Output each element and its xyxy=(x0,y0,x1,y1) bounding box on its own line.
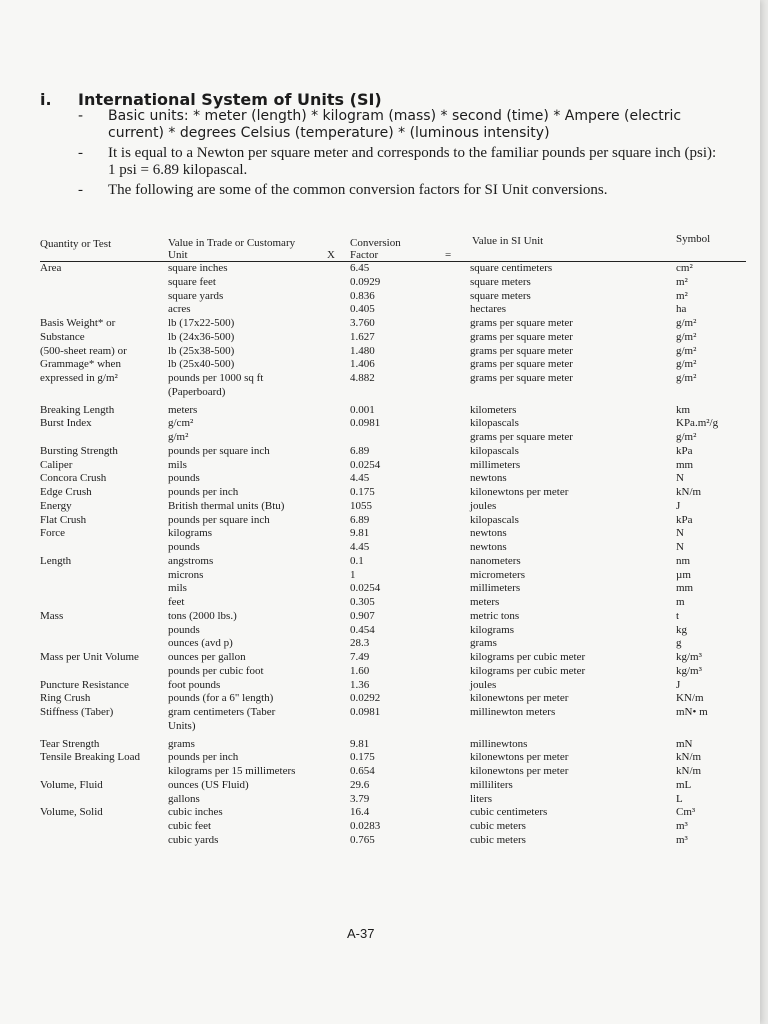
cell-trade-value: mils xyxy=(168,582,187,595)
cell-quantity: Energy xyxy=(40,499,72,512)
cell-symbol: kPa xyxy=(676,444,693,457)
cell-factor: 0.0292 xyxy=(350,692,381,705)
section-title: International System of Units (SI) xyxy=(78,90,382,109)
cell-quantity: Basis Weight* or xyxy=(40,317,116,329)
table-row xyxy=(40,720,756,734)
cell-quantity: Tear Strength xyxy=(40,737,100,750)
cell-quantity: Volume, Fluid xyxy=(40,778,103,791)
table-row xyxy=(40,386,756,400)
cell-trade-value: pounds per cubic foot xyxy=(168,664,264,677)
cell-si-value: meters xyxy=(470,596,500,608)
cell-factor: 9.81 xyxy=(350,737,370,750)
cell-factor: 0.0929 xyxy=(350,275,381,288)
table-row xyxy=(40,459,756,473)
cell-si-value: kilopascals xyxy=(470,513,519,526)
cell-symbol: g/m² xyxy=(676,317,697,329)
header-times: X xyxy=(327,249,335,261)
cell-factor: 6.89 xyxy=(350,513,370,526)
cell-si-value: joules xyxy=(470,678,497,691)
header-factor-line1: Conversion xyxy=(350,237,401,249)
cell-quantity: Volume, Solid xyxy=(40,806,103,819)
cell-si-value: cubic centimeters xyxy=(470,806,548,819)
cell-trade-value: angstroms xyxy=(168,554,214,567)
cell-symbol: mm xyxy=(676,458,694,471)
cell-factor: 1055 xyxy=(350,499,372,512)
cell-symbol: J xyxy=(676,499,681,512)
cell-quantity: Concora Crush xyxy=(40,472,107,485)
cell-si-value: cubic meters xyxy=(470,833,526,846)
cell-factor: 0.0254 xyxy=(350,582,381,595)
cell-si-value: kilograms per cubic meter xyxy=(470,651,586,663)
bullet-marker: - xyxy=(78,182,83,198)
bullet-marker: - xyxy=(78,145,83,161)
cell-symbol: kN/m xyxy=(676,751,702,764)
section-number: i. xyxy=(40,90,52,109)
cell-si-value: grams per square meter xyxy=(470,372,573,384)
cell-symbol: KN/m xyxy=(676,692,704,705)
cell-si-value: newtons xyxy=(470,541,507,553)
cell-quantity: Mass xyxy=(40,609,64,622)
cell-quantity: Bursting Strength xyxy=(40,444,118,457)
cell-symbol: km xyxy=(676,403,691,416)
cell-factor: 1.60 xyxy=(350,664,370,677)
cell-si-value: grams per square meter xyxy=(470,330,573,343)
cell-si-value: kilonewtons per meter xyxy=(470,486,569,498)
bullet-item xyxy=(78,145,718,179)
header-value-si: Value in SI Unit xyxy=(472,235,544,247)
cell-symbol: J xyxy=(676,678,681,691)
cell-trade-value: foot pounds xyxy=(168,678,221,691)
cell-quantity: Length xyxy=(40,554,72,567)
cell-trade-value: kilograms xyxy=(168,527,212,540)
cell-si-value: kilograms xyxy=(470,623,514,636)
cell-trade-value: tons (2000 lbs.) xyxy=(168,609,237,622)
table-row xyxy=(40,445,756,459)
cell-trade-value: lb (25x40-500) xyxy=(168,358,235,371)
table-row xyxy=(40,276,756,290)
cell-symbol: KPa.m²/g xyxy=(676,417,719,430)
cell-trade-value: pounds (for a 6" length) xyxy=(168,692,274,705)
cell-factor: 4.45 xyxy=(350,541,370,553)
cell-factor: 1 xyxy=(350,568,356,581)
bullet-marker: - xyxy=(78,108,84,124)
cell-trade-value: gram centimeters (Taber xyxy=(168,706,276,718)
table-row xyxy=(40,738,756,752)
cell-si-value: millimeters xyxy=(470,582,521,595)
cell-factor: 0.1 xyxy=(350,554,364,567)
cell-symbol: mL xyxy=(676,778,692,791)
table-row xyxy=(40,358,756,372)
cell-factor: 0.907 xyxy=(350,609,375,622)
table-row xyxy=(40,345,756,359)
cell-trade-value: g/cm² xyxy=(168,417,194,430)
cell-factor: 0.654 xyxy=(350,765,375,777)
cell-trade-value: square yards xyxy=(168,289,224,302)
cell-trade-value: ounces (avd p) xyxy=(168,637,233,650)
bullet-text: It is equal to a Newton per square meter and corresponds to the familiar pounds per square inch (psi): 1 psi = 6.89 kilopascal. xyxy=(108,145,717,178)
table-row xyxy=(40,417,756,431)
cell-factor: 0.454 xyxy=(350,623,375,636)
cell-quantity: Puncture Resistance xyxy=(40,678,129,691)
cell-quantity: Area xyxy=(40,262,62,274)
table-row xyxy=(40,820,756,834)
cell-trade-value: kilograms per 15 millimeters xyxy=(168,765,296,777)
cell-si-value: grams per square meter xyxy=(470,431,573,443)
cell-factor: 1.36 xyxy=(350,678,370,691)
cell-trade-value: cubic inches xyxy=(168,806,223,819)
cell-factor: 6.89 xyxy=(350,444,370,457)
cell-trade-value: square feet xyxy=(168,275,216,288)
cell-factor: 1.406 xyxy=(350,358,375,371)
cell-si-value: kilopascals xyxy=(470,444,519,457)
table-row xyxy=(40,624,756,638)
cell-factor: 1.480 xyxy=(350,344,375,357)
cell-si-value: joules xyxy=(470,499,497,512)
cell-factor: 0.0981 xyxy=(350,417,381,430)
table-row xyxy=(40,303,756,317)
table-row xyxy=(40,651,756,665)
table-row xyxy=(40,290,756,304)
cell-factor: 1.627 xyxy=(350,330,375,343)
cell-trade-value: lb (17x22-500) xyxy=(168,317,235,329)
header-quantity: Quantity or Test xyxy=(40,238,112,250)
cell-trade-value: pounds per square inch xyxy=(168,513,270,526)
cell-si-value: millinewton meters xyxy=(470,706,556,718)
cell-quantity: Flat Crush xyxy=(40,513,87,526)
table-row xyxy=(40,765,756,779)
header-equals: = xyxy=(445,249,452,261)
cell-quantity: Breaking Length xyxy=(40,403,115,416)
table-row xyxy=(40,779,756,793)
cell-si-value: hectares xyxy=(470,303,507,316)
cell-trade-value: microns xyxy=(168,568,204,581)
table-row xyxy=(40,262,756,276)
cell-symbol: N xyxy=(676,541,684,553)
cell-trade-value: pounds xyxy=(168,541,200,553)
table-row xyxy=(40,431,756,445)
cell-si-value: grams per square meter xyxy=(470,358,573,371)
table-row xyxy=(40,596,756,610)
table-row xyxy=(40,569,756,583)
cell-trade-value: g/m² xyxy=(168,431,189,443)
header-value-trade-line2: Unit xyxy=(168,249,188,261)
cell-si-value: square meters xyxy=(470,275,531,288)
cell-symbol: g/m² xyxy=(676,358,697,371)
cell-symbol: N xyxy=(676,472,684,485)
table-row xyxy=(40,610,756,624)
cell-factor: 29.6 xyxy=(350,778,370,791)
cell-si-value: square centimeters xyxy=(470,262,553,274)
cell-trade-value: British thermal units (Btu) xyxy=(168,499,285,512)
cell-symbol: m² xyxy=(676,275,688,288)
cell-trade-value: Units) xyxy=(168,719,196,732)
conversion-table xyxy=(40,262,756,848)
cell-trade-value: pounds xyxy=(168,472,200,485)
cell-symbol: kN/m xyxy=(676,765,702,777)
cell-symbol: kg/m³ xyxy=(676,651,702,663)
cell-symbol: g xyxy=(676,637,682,650)
cell-trade-value: (Paperboard) xyxy=(168,385,226,398)
cell-quantity: Stiffness (Taber) xyxy=(40,706,114,718)
cell-trade-value: meters xyxy=(168,403,198,416)
cell-si-value: milliliters xyxy=(470,778,513,791)
table-row xyxy=(40,834,756,848)
cell-factor: 0.0254 xyxy=(350,458,381,471)
bullet-item xyxy=(78,182,718,199)
table-row xyxy=(40,706,756,720)
header-value-trade xyxy=(168,237,295,261)
table-row xyxy=(40,555,756,569)
cell-quantity: Tensile Breaking Load xyxy=(40,751,141,764)
cell-si-value: newtons xyxy=(470,527,507,540)
table-row xyxy=(40,806,756,820)
cell-si-value: millinewtons xyxy=(470,737,528,750)
table-row xyxy=(40,665,756,679)
table-row xyxy=(40,486,756,500)
cell-si-value: grams per square meter xyxy=(470,317,573,329)
cell-symbol: µm xyxy=(676,568,691,581)
cell-trade-value: ounces (US Fluid) xyxy=(168,778,249,791)
cell-quantity: Edge Crush xyxy=(40,486,92,498)
cell-trade-value: cubic yards xyxy=(168,833,219,846)
cell-quantity: Burst Index xyxy=(40,417,92,430)
header-factor-line2: Factor xyxy=(350,249,379,261)
cell-factor: 9.81 xyxy=(350,527,370,540)
cell-symbol: m² xyxy=(676,289,688,302)
cell-si-value: newtons xyxy=(470,472,507,485)
cell-trade-value: acres xyxy=(168,303,191,316)
table-row xyxy=(40,331,756,345)
cell-factor: 3.79 xyxy=(350,792,370,805)
table-row xyxy=(40,692,756,706)
table-row xyxy=(40,404,756,418)
cell-factor: 0.836 xyxy=(350,289,375,302)
header-value-trade-line1: Value in Trade or Customary xyxy=(168,237,296,249)
bullet-text: Basic units: * meter (length) * kilogram (mass) * second (time) * Ampere (electric current) * degrees Celsius (temperature) * (luminous intensity) xyxy=(108,108,682,141)
cell-quantity: Substance xyxy=(40,330,85,343)
cell-trade-value: lb (25x38-500) xyxy=(168,344,235,357)
table-row xyxy=(40,472,756,486)
header-symbol: Symbol xyxy=(676,233,711,245)
cell-quantity: Force xyxy=(40,527,66,540)
cell-quantity: Caliper xyxy=(40,458,73,471)
cell-si-value: kilonewtons per meter xyxy=(470,765,569,777)
cell-quantity: Mass per Unit Volume xyxy=(40,651,139,663)
cell-symbol: cm² xyxy=(676,262,693,274)
cell-factor: 0.765 xyxy=(350,833,375,846)
table-row xyxy=(40,679,756,693)
cell-si-value: millimeters xyxy=(470,458,521,471)
cell-trade-value: grams xyxy=(168,737,195,750)
cell-symbol: mN xyxy=(676,737,693,750)
cell-si-value: kilograms per cubic meter xyxy=(470,664,586,677)
cell-trade-value: feet xyxy=(168,596,185,608)
cell-symbol: kPa xyxy=(676,513,693,526)
cell-trade-value: lb (24x36-500) xyxy=(168,330,235,343)
cell-quantity: Grammage* when xyxy=(40,358,121,371)
table-row xyxy=(40,541,756,555)
table-row xyxy=(40,372,756,386)
page-number: A-37 xyxy=(347,926,375,941)
cell-symbol: L xyxy=(676,792,683,805)
cell-factor: 6.45 xyxy=(350,262,370,274)
cell-factor: 28.3 xyxy=(350,637,370,650)
cell-trade-value: pounds xyxy=(168,623,200,636)
table-row xyxy=(40,317,756,331)
cell-factor: 16.4 xyxy=(350,806,370,819)
cell-si-value: liters xyxy=(470,792,492,805)
cell-symbol: g/m² xyxy=(676,330,697,343)
bullet-text: The following are some of the common conversion factors for SI Unit conversions. xyxy=(108,182,608,198)
cell-symbol: ha xyxy=(676,303,687,316)
cell-symbol: N xyxy=(676,527,684,540)
cell-factor: 0.405 xyxy=(350,303,375,316)
cell-si-value: kilonewtons per meter xyxy=(470,692,569,705)
table-row xyxy=(40,514,756,528)
cell-symbol: m xyxy=(676,596,685,608)
cell-si-value: micrometers xyxy=(470,568,525,581)
cell-symbol: Cm³ xyxy=(676,806,696,819)
cell-quantity: Ring Crush xyxy=(40,692,91,705)
cell-symbol: kN/m xyxy=(676,486,702,498)
cell-si-value: kilometers xyxy=(470,403,517,416)
cell-trade-value: cubic feet xyxy=(168,820,212,832)
cell-symbol: g/m² xyxy=(676,431,697,443)
cell-symbol: g/m² xyxy=(676,344,697,357)
cell-symbol: g/m² xyxy=(676,372,697,384)
cell-symbol: mm xyxy=(676,582,694,595)
cell-symbol: mN• m xyxy=(676,706,708,718)
table-row xyxy=(40,637,756,651)
bullet-item xyxy=(78,108,718,142)
cell-trade-value: gallons xyxy=(168,792,200,805)
cell-si-value: nanometers xyxy=(470,554,521,567)
cell-factor: 0.0283 xyxy=(350,820,381,832)
table-row xyxy=(40,527,756,541)
cell-si-value: grams per square meter xyxy=(470,344,573,357)
table-header xyxy=(40,232,756,260)
cell-trade-value: pounds per 1000 sq ft xyxy=(168,372,264,384)
cell-factor: 0.0981 xyxy=(350,706,381,718)
cell-si-value: kilonewtons per meter xyxy=(470,751,569,764)
cell-symbol: m³ xyxy=(676,833,688,846)
cell-factor: 0.175 xyxy=(350,751,375,764)
cell-trade-value: square inches xyxy=(168,262,228,274)
cell-trade-value: pounds per inch xyxy=(168,486,239,498)
cell-trade-value: ounces per gallon xyxy=(168,651,246,663)
cell-symbol: kg/m³ xyxy=(676,664,702,677)
cell-factor: 4.882 xyxy=(350,372,375,384)
cell-factor: 3.760 xyxy=(350,317,375,329)
cell-si-value: grams xyxy=(470,637,497,650)
cell-si-value: kilopascals xyxy=(470,417,519,430)
cell-symbol: t xyxy=(676,609,680,622)
header-factor xyxy=(350,237,401,261)
cell-trade-value: pounds per inch xyxy=(168,751,239,764)
cell-trade-value: pounds per square inch xyxy=(168,444,270,457)
cell-trade-value: mils xyxy=(168,458,187,471)
cell-symbol: kg xyxy=(676,623,687,636)
table-row xyxy=(40,582,756,596)
cell-si-value: square meters xyxy=(470,289,531,302)
cell-quantity: expressed in g/m² xyxy=(40,372,118,384)
cell-si-value: cubic meters xyxy=(470,820,526,832)
cell-symbol: m³ xyxy=(676,820,688,832)
cell-quantity: (500-sheet ream) or xyxy=(40,344,127,357)
cell-factor: 4.45 xyxy=(350,472,370,485)
bullet-list xyxy=(78,108,718,202)
section-heading xyxy=(40,90,382,109)
table-row xyxy=(40,751,756,765)
table-row xyxy=(40,793,756,807)
cell-si-value: metric tons xyxy=(470,609,520,622)
cell-factor: 0.001 xyxy=(350,403,375,416)
cell-factor: 7.49 xyxy=(350,651,370,663)
table-row xyxy=(40,500,756,514)
cell-factor: 0.305 xyxy=(350,596,375,608)
cell-symbol: nm xyxy=(676,554,691,567)
cell-factor: 0.175 xyxy=(350,486,375,498)
